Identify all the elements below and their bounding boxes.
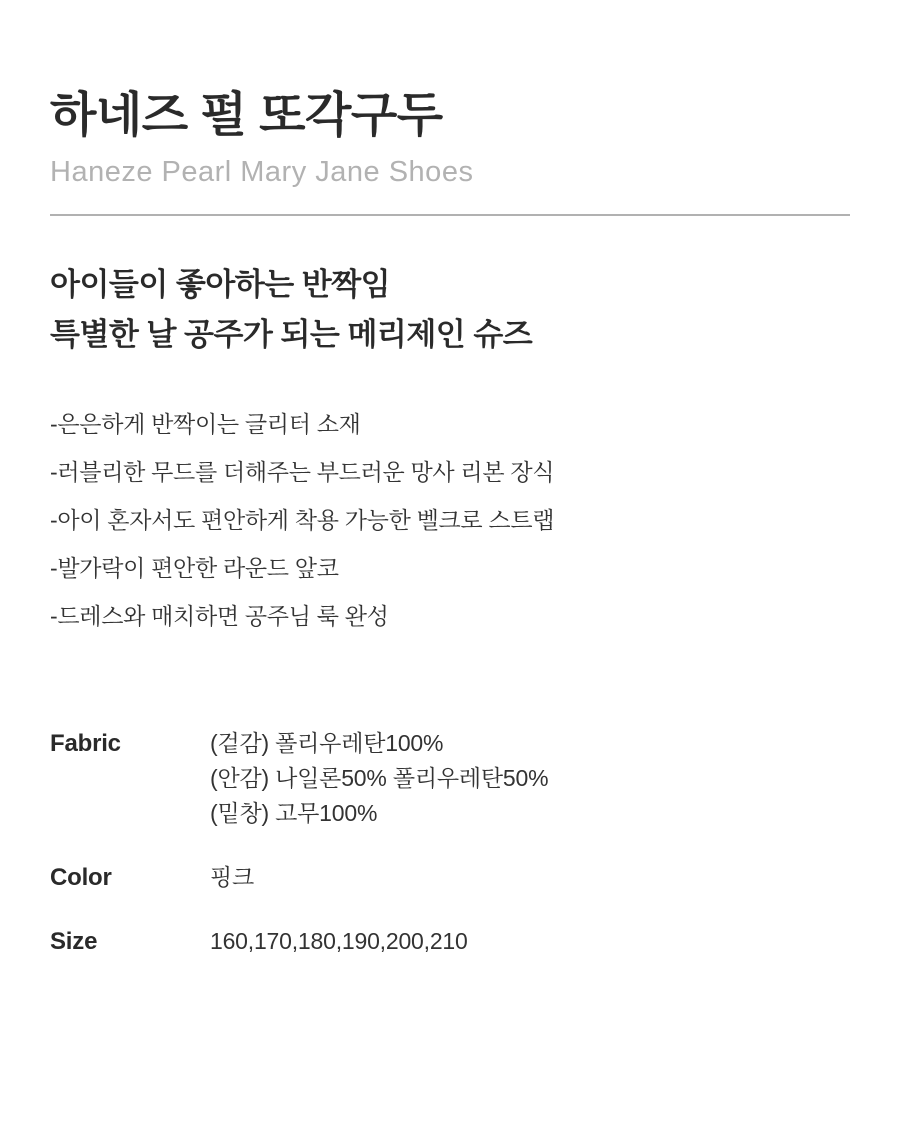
spec-label-color: Color: [50, 864, 112, 891]
spec-table: [50, 726, 850, 959]
product-description-page: [0, 86, 900, 959]
feature-list: [50, 400, 850, 640]
spec-value-size: [210, 924, 468, 959]
size-value: 160,170,180,190,200,210: [210, 928, 468, 954]
headline-line-2: 특별한 날 공주가 되는 메리제인 슈즈: [50, 317, 533, 352]
feature-item: -발가락이 편안한 라운드 앞코: [50, 555, 339, 581]
fabric-line-lining: (안감) 나일론50% 폴리우레탄50%: [210, 765, 549, 791]
headline-line-1: 아이들이 좋아하는 반짝임: [50, 267, 391, 302]
color-value: 핑크: [210, 864, 255, 890]
feature-item: -아이 혼자서도 편안하게 착용 가능한 벨크로 스트랩: [50, 507, 555, 533]
spec-row-size: [50, 924, 850, 959]
spec-value-fabric: [210, 726, 548, 831]
product-headline: [50, 260, 850, 360]
spec-label-size: Size: [50, 928, 98, 955]
feature-item: -러블리한 무드를 더해주는 부드러운 망사 리본 장식: [50, 459, 555, 485]
feature-item: -드레스와 매치하면 공주님 룩 완성: [50, 603, 389, 629]
product-title-korean: 하네즈 펄 또각구두: [50, 89, 443, 142]
spec-value-color: [210, 860, 254, 895]
spec-row-fabric: [50, 726, 850, 831]
fabric-line-outer: (겉감) 폴리우레탄100%: [210, 730, 444, 756]
product-title-english: Haneze Pearl Mary Jane Shoes: [50, 156, 474, 188]
feature-item: -은은하게 반짝이는 글리터 소재: [50, 411, 361, 437]
spec-row-color: [50, 860, 850, 895]
spec-label-fabric: Fabric: [50, 730, 121, 757]
section-divider: [50, 214, 850, 216]
fabric-line-sole: (밑창) 고무100%: [210, 800, 378, 826]
